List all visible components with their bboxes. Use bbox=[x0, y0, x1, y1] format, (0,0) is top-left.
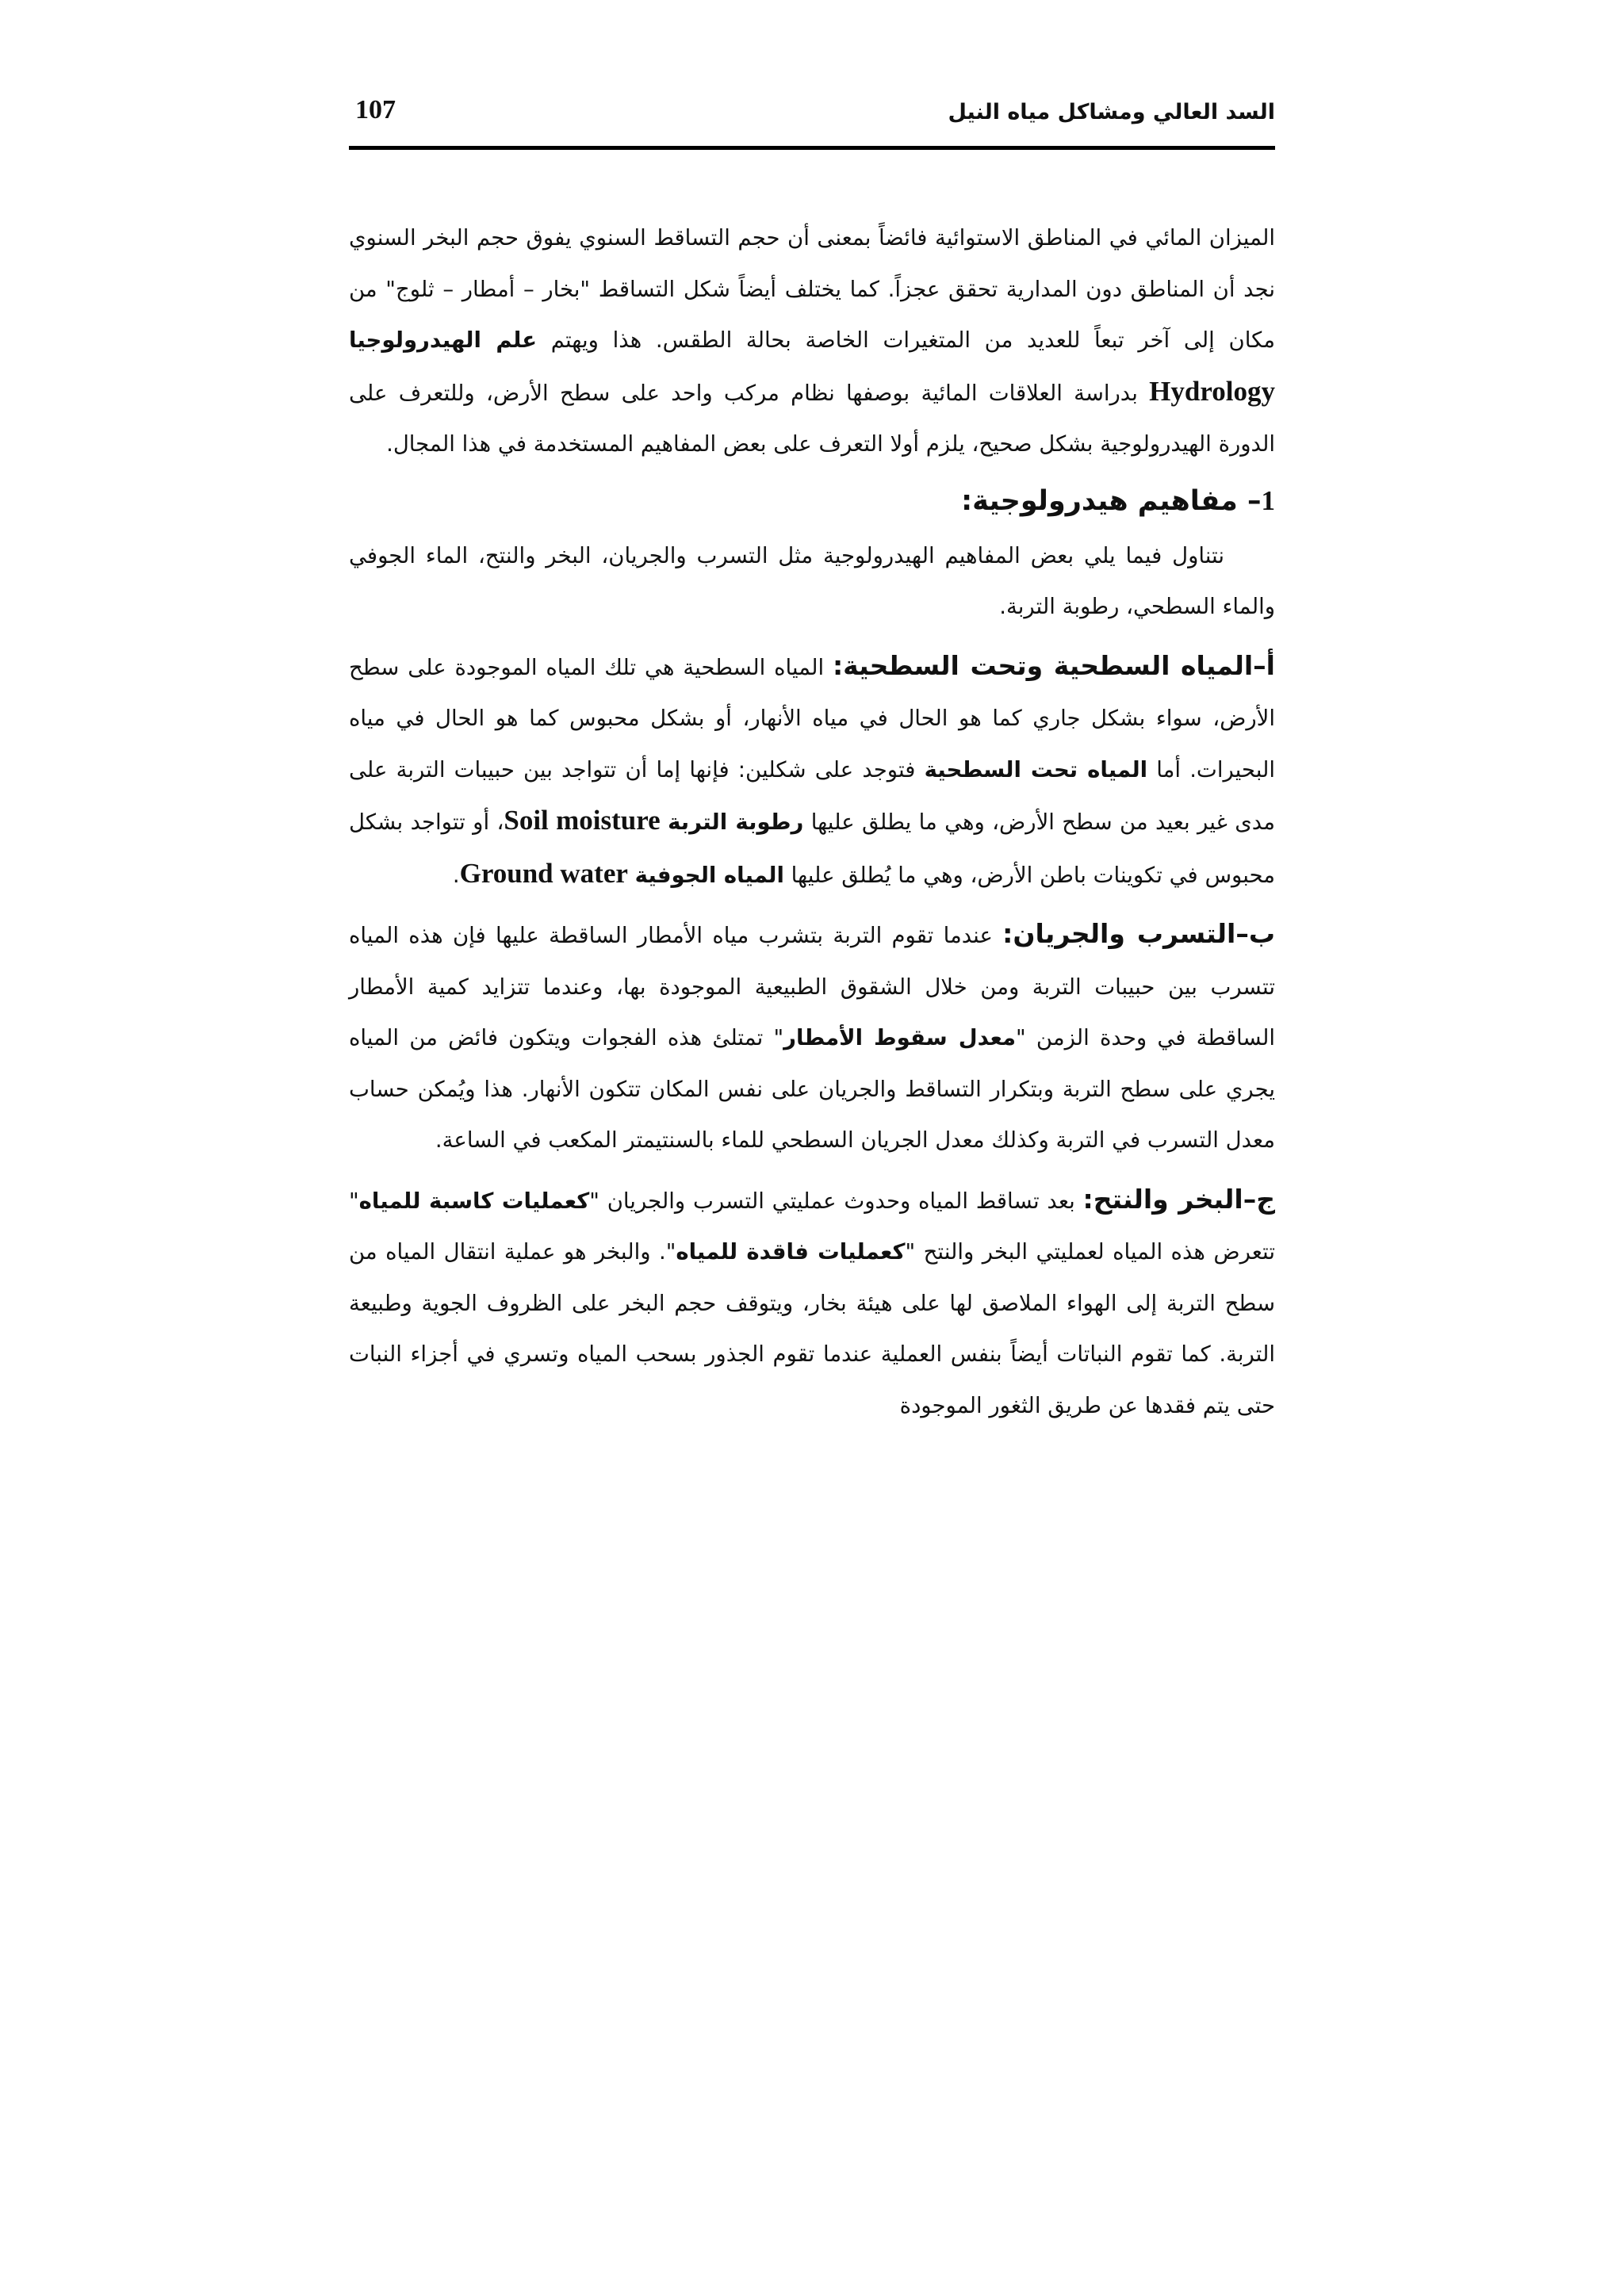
term-hydrology-ar: علم الهيدرولوجيا bbox=[349, 327, 537, 353]
term-water-losing: كعمليات فاقدة للمياه bbox=[676, 1239, 906, 1265]
term-hydrology-en: Hydrology bbox=[1149, 375, 1275, 407]
page-number: 107 bbox=[355, 95, 396, 124]
term-subsurface-water: المياه تحت السطحية bbox=[924, 756, 1148, 783]
evaporation-text-3: ". والبخر هو عملية انتقال المياه من سطح التربة إلى الهواء الملاصق لها على هيئة بخار، ويتوقف حجم البخر على الظروف الجوية وطبيعة التربة. كما تقوم النباتات أيضاً بنفس العملية عندما تقوم الجذور بسحب المياه وتسري في أجزاء النبات حتى يتم فقدها عن طريق الثغور الموجودة bbox=[349, 1239, 1275, 1418]
page-body bbox=[349, 212, 1275, 1439]
surface-water-text-2: فتوجد على شكلين: فإنها إما أن تتواجد بين حبيبات التربة على مدى غير بعيد من سطح الأرض، وهي ما يطلق عليها bbox=[349, 756, 1275, 835]
section-heading bbox=[349, 476, 1275, 526]
term-soil-moisture-en: Soil moisture bbox=[504, 805, 661, 836]
running-title: السد العالي ومشاكل مياه النيل bbox=[948, 100, 1275, 124]
running-header bbox=[349, 95, 1275, 143]
term-rainfall-rate: معدل سقوط الأمطار bbox=[783, 1025, 1017, 1050]
section-heading-text: مفاهيم هيدرولوجية: bbox=[961, 484, 1247, 517]
infiltration-heading: ب–التسرب والجريان: bbox=[1002, 918, 1275, 949]
evaporation-heading: ج–البخر والنتح: bbox=[1082, 1183, 1275, 1215]
intro-text-2: بدراسة العلاقات المائية بوصفها نظام مركب واحد على سطح الأرض، وللتعرف على الدورة الهيدرولوجية بشكل صحيح، يلزم أولا التعرف على بعض المفاهيم المستخدمة في هذا المجال. bbox=[349, 380, 1275, 457]
surface-water-text-3: ، أو تتواجد بشكل محبوس في تكوينات باطن الأرض، وهي ما يُطلق عليها bbox=[349, 809, 1275, 888]
evaporation-text-2: " تتعرض هذه المياه لعمليتي البخر والنتح " bbox=[349, 1188, 1275, 1265]
surface-water-text-1: المياه السطحية هي تلك المياه الموجودة على سطح الأرض، سواء بشكل جاري كما هو الحال في مياه الأنهار، أو بشكل محبوس كما هو الحال في مياه البحيرات. أما bbox=[349, 654, 1276, 783]
infiltration-text-2: " تمتلئ هذه الفجوات ويتكون فائض من المياه يجري على سطح التربة وبتكرار التساقط والجريان على نفس المكان تتكون الأنهار. هذا ويُمكن حساب معدل التسرب في التربة وكذلك معدل الجريان السطحي للماء بالسنتيمتر المكعب في الساعة. bbox=[349, 1025, 1275, 1153]
term-soil-moisture-ar: رطوبة التربة bbox=[668, 809, 804, 835]
intro-paragraph bbox=[349, 212, 1275, 470]
surface-water-paragraph bbox=[349, 641, 1275, 901]
section-heading-number: 1 bbox=[1261, 484, 1275, 516]
header-rule bbox=[349, 146, 1275, 150]
surface-water-heading: أ–المياه السطحية وتحت السطحية: bbox=[832, 649, 1275, 681]
intro-text-1: الميزان المائي في المناطق الاستوائية فائضاً بمعنى أن حجم التساقط السنوي يفوق حجم البخر السنوي نجد أن المناطق دون المدارية تحقق عجزاً. كما يختلف أيضاً شكل التساقط "بخار – أمطار – ثلوج" من مكان إلى آخر تبعاً للعديد من المتغيرات الخاصة بحالة الطقس. هذا ويهتم bbox=[349, 225, 1275, 353]
term-water-gaining: كعمليات كاسبة للمياه bbox=[358, 1188, 590, 1214]
infiltration-paragraph bbox=[349, 909, 1275, 1166]
evaporation-text-1: بعد تساقط المياه وحدوث عمليتي التسرب والجريان " bbox=[589, 1188, 1083, 1214]
term-ground-water-en: Ground water bbox=[459, 857, 628, 889]
infiltration-text-1: عندما تقوم التربة بتشرب مياه الأمطار الساقطة عليها فإن هذه المياه تتسرب بين حبيبات التربة ومن خلال الشقوق الطبيعية الموجودة بها، وعندما تتزايد كمية الأمطار الساقطة في وحدة الزمن " bbox=[349, 923, 1275, 1050]
concepts-intro-paragraph: نتناول فيما يلي بعض المفاهيم الهيدرولوجية مثل التسرب والجريان، البخر والنتح، الماء الجوفي والماء السطحي، رطوبة التربة. bbox=[349, 542, 1275, 619]
evaporation-paragraph bbox=[349, 1174, 1275, 1432]
surface-water-text-4: . bbox=[452, 862, 460, 888]
section-heading-dash: – bbox=[1247, 484, 1262, 517]
term-ground-water-ar: المياه الجوفية bbox=[634, 862, 784, 888]
